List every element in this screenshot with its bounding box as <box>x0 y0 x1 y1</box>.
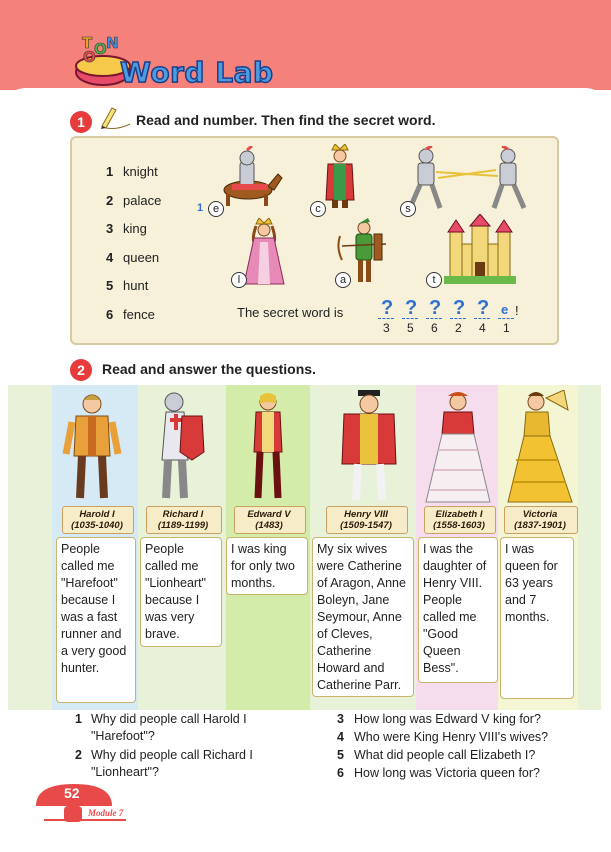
question-number: 4 <box>337 730 344 744</box>
word-number: 6 <box>106 307 114 322</box>
question-text: How long was Edward V king for? <box>354 712 541 726</box>
monarch-name: Edward V <box>247 509 291 520</box>
secret-slot[interactable]: ? <box>453 297 466 319</box>
monarch-name: Elizabeth I <box>435 509 483 520</box>
answer-line <box>498 318 514 319</box>
monarch-years: (1483) <box>255 520 283 531</box>
page-badge-icon <box>30 780 130 830</box>
palace-icon <box>444 214 516 286</box>
word-label: hunt <box>123 278 149 293</box>
picture-letter: e <box>208 201 224 217</box>
monarch-name: Henry VIII <box>344 509 388 520</box>
page-number: 52 <box>64 785 80 801</box>
slot-digit: 2 <box>455 321 462 335</box>
knight-on-horse-icon <box>208 146 284 208</box>
king-icon <box>320 144 360 210</box>
queen-icon <box>240 218 288 286</box>
monarch-years: (1558-1603) <box>433 520 485 531</box>
word-label: palace <box>123 193 162 208</box>
elizabeth-figure-icon <box>424 390 492 506</box>
page-title: Word Lab <box>120 56 274 89</box>
svg-text:N: N <box>106 34 119 52</box>
question-number: 1 <box>75 712 82 726</box>
picture-letter: a <box>335 272 351 288</box>
answer-line <box>450 318 466 319</box>
question-text: Why did people call Harold I "Harefoot"? <box>91 712 247 743</box>
question-text: Who were King Henry VIII's wives? <box>354 730 549 744</box>
exercise-1-badge: 1 <box>70 111 92 133</box>
word-label: king <box>123 221 147 236</box>
harold-figure-icon <box>62 392 122 504</box>
henry-figure-icon <box>336 390 402 504</box>
svg-text:O: O <box>94 40 107 58</box>
secret-slot[interactable]: ? <box>405 297 418 319</box>
edward-figure-icon <box>240 390 296 504</box>
monarch-name: Victoria <box>522 509 558 520</box>
slot-digit: 1 <box>503 321 510 335</box>
victoria-figure-icon <box>506 390 574 506</box>
question-text: What did people call Elizabeth I? <box>354 748 536 762</box>
monarch-name: Richard I <box>162 509 204 520</box>
module-label: Module 7 <box>88 808 124 818</box>
word-number: 1 <box>106 164 114 179</box>
monarch-text-card: My six wives were Catherine of Aragon, Anne Boleyn, Jane Seymour, Anne of Cleves, Catherine Howard and Catherine Parr. <box>312 537 414 697</box>
monarch-text-card: People called me "Harefoot" because I was a fast runner and a very good hunter. <box>56 537 136 703</box>
secret-slot[interactable]: e <box>501 302 509 317</box>
picture-letter: s <box>400 201 416 217</box>
richard-figure-icon <box>146 390 208 504</box>
question-number: 2 <box>75 748 82 762</box>
monarch-name: Harold I <box>79 509 115 520</box>
picture-letter: t <box>426 272 442 288</box>
monarch-text-card: I was the daughter of Henry VIII. People called me "Good Queen Bess". <box>418 537 498 683</box>
answer-line <box>378 318 394 319</box>
question-number: 5 <box>337 748 344 762</box>
word-number: 3 <box>106 221 114 236</box>
fencing-knights-icon <box>400 146 536 210</box>
monarch-years: (1035-1040) <box>71 520 123 531</box>
answer-line <box>474 318 490 319</box>
question-number: 3 <box>337 712 344 726</box>
word-label: fence <box>123 307 155 322</box>
question-number: 6 <box>337 766 344 780</box>
slot-digit: 6 <box>431 321 438 335</box>
secret-slot[interactable]: ? <box>381 297 394 319</box>
exercise-2-badge: 2 <box>70 359 92 381</box>
slot-digit: 3 <box>383 321 390 335</box>
picture-letter: c <box>310 201 326 217</box>
word-number: 4 <box>106 250 114 265</box>
monarch-years: (1509-1547) <box>340 520 392 531</box>
monarch-text-card: I was queen for 63 years and 7 months. <box>500 537 574 699</box>
pencil-icon <box>98 104 134 130</box>
monarch-text-card: I was king for only two months. <box>226 537 308 595</box>
answer-line <box>426 318 442 319</box>
word-label: queen <box>123 250 160 265</box>
question-text: Why did people call Richard I "Lionheart"? <box>91 748 253 779</box>
svg-text:T: T <box>82 34 93 52</box>
slot-digit: 4 <box>479 321 486 335</box>
svg-text:O: O <box>83 48 96 66</box>
word-label: knight <box>123 164 158 179</box>
exercise-1-instruction: Read and number. Then find the secret word. <box>136 112 436 128</box>
answer-line <box>402 318 418 319</box>
monarch-years: (1189-1199) <box>157 520 209 531</box>
monarch-years: (1837-1901) <box>514 520 566 531</box>
picture-answer[interactable]: 1 <box>196 202 204 214</box>
secret-word-label: The secret word is <box>237 305 344 320</box>
exercise-2-instruction: Read and answer the questions. <box>102 361 316 377</box>
question-text: How long was Victoria queen for? <box>354 766 540 780</box>
monarch-text-card: People called me "Lionheart" because I was very brave. <box>140 537 222 647</box>
secret-slot[interactable]: ? <box>429 297 442 319</box>
secret-word-end: ! <box>515 303 519 318</box>
slot-digit: 5 <box>407 321 414 335</box>
picture-letter: l <box>231 272 247 288</box>
word-number: 5 <box>106 278 114 293</box>
secret-slot[interactable]: ? <box>477 297 490 319</box>
word-number: 2 <box>106 193 114 208</box>
